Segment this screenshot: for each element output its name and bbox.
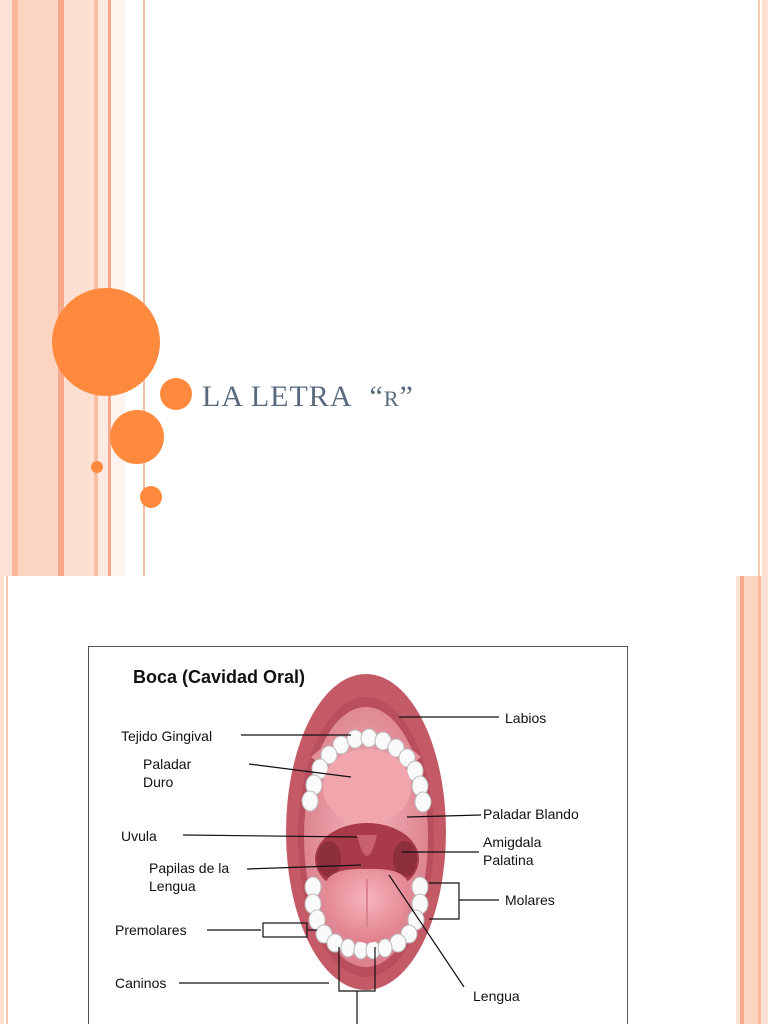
decor-circle-large: [52, 288, 160, 396]
decor-stripe: [0, 0, 12, 576]
label-lengua: Lengua: [473, 988, 520, 1004]
tonsil-left: [317, 841, 341, 877]
mouth-anatomy-figure: [88, 646, 628, 1024]
label-amigdala-2: Palatina: [483, 852, 534, 868]
label-labios: Labios: [505, 710, 547, 726]
decor-stripe: [758, 0, 760, 576]
label-premolares: Premolares: [115, 922, 187, 938]
decor-circle-tiny: [91, 461, 103, 473]
decor-stripe: [18, 0, 58, 576]
label-papilas-1: Papilas de la: [149, 860, 230, 876]
mouth-illustration: [89, 647, 627, 1024]
label-uvula: Uvula: [121, 828, 157, 844]
tonsil-right: [393, 841, 417, 877]
decor-stripe: [744, 576, 758, 1024]
label-paladar-blando: Paladar Blando: [483, 806, 579, 822]
label-tejido-gingival: Tejido Gingival: [121, 728, 213, 744]
decor-stripe: [6, 576, 8, 1024]
decor-circle-medium: [160, 378, 192, 410]
label-paladar-duro-2: Duro: [143, 774, 174, 790]
title-quote-open: “: [369, 380, 384, 413]
title-letter: R: [383, 386, 400, 411]
figure-title: Boca (Cavidad Oral): [133, 667, 306, 687]
decor-circle-small: [140, 486, 162, 508]
slide-title: [202, 380, 414, 414]
label-molares: Molares: [505, 892, 555, 908]
title-main: LA LETRA: [202, 380, 353, 413]
decor-stripe: [64, 0, 94, 576]
label-amigdala-1: Amigdala: [483, 834, 542, 850]
decor-stripe: [761, 576, 768, 1024]
decor-stripe: [0, 576, 4, 1024]
label-papilas-2: Lengua: [149, 878, 196, 894]
label-paladar-duro-1: Paladar: [143, 756, 192, 772]
content-slide: [0, 576, 768, 1024]
decor-circle-medium: [110, 410, 164, 464]
hard-palate: [323, 749, 411, 825]
title-quote-close: ”: [399, 380, 414, 413]
decor-stripe: [762, 0, 768, 576]
label-caninos: Caninos: [115, 975, 167, 991]
